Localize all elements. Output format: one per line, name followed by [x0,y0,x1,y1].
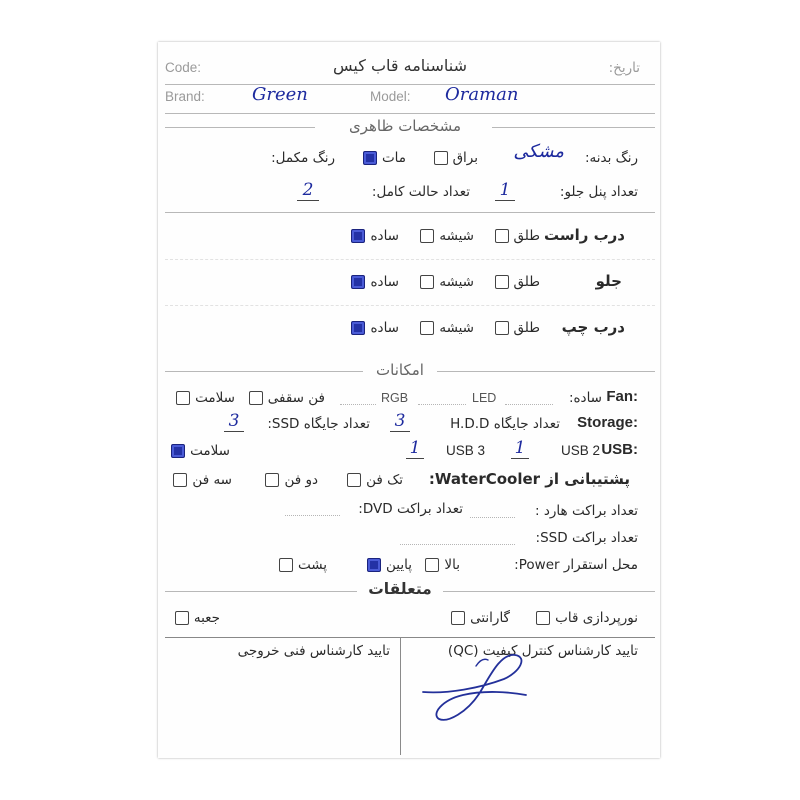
power-location-label: محل استقرار Power: [514,557,638,573]
option-label: گارانتی [470,610,510,626]
section-title-appearance: مشخصات ظاهری [348,117,461,135]
fill-in-dots [470,517,515,518]
fill-in-dots [505,404,553,405]
option-label: شیشه [439,274,474,290]
option-label: سلامت [195,390,235,406]
body-color-value: مشکی [513,141,564,162]
panel-left-door-label: درب چپ [561,318,625,336]
finish-matte-option [363,149,406,167]
section-title-accessories: متعلقات [368,580,432,598]
usb-healthy-option [171,442,230,460]
fan-label: Fan: [606,388,638,405]
panel-left-door-option-plain [351,319,399,337]
panel-right-door-option-film [495,227,540,245]
option-label: طلق [513,274,540,290]
checkbox [451,611,465,625]
checkbox [176,391,190,405]
qc-approval-label: تایید کارشناس کنترل کیفیت (QC) [447,643,638,659]
panel-front-label: جلو [595,272,622,290]
panel-front-option-plain [351,273,399,291]
date-label: تاریخ: [608,60,640,76]
checkbox [351,229,365,243]
option-label: نورپردازی قاب [555,610,638,626]
storage-hdd-label: تعداد جایگاه H.D.D [450,416,560,432]
panel-left-door-option-glass [420,319,474,337]
storage-ssd-label: تعداد جایگاه SSD: [267,416,370,432]
option-label: پشت [297,557,327,573]
panel-right-door-option-glass [420,227,474,245]
section-rule-right [437,371,655,372]
brand-value: Green [252,84,308,105]
finish-glossy-option [434,149,478,167]
fan-ceiling-option [249,389,325,407]
panel-left-door-option-film [495,319,540,337]
front-panel-count-value: 1 [495,180,515,201]
qc-signature [418,648,536,728]
model-value: Oraman [445,84,519,105]
code-label: Code: [165,60,202,75]
option-label: ساده [370,228,399,244]
checkbox [425,558,439,572]
fan-healthy-option [176,389,235,407]
option-label: شیشه [439,228,474,244]
panel-front-option-glass [420,273,474,291]
power-top-option [425,556,460,574]
panel-right-door-option-plain [351,227,399,245]
watercooler-triple-fan-option [173,471,232,489]
option-label: براق [452,150,478,166]
option-label: طلق [513,320,540,336]
front-panel-count-label: تعداد پنل جلو: [559,184,638,200]
note-line [165,259,655,260]
option-label: جعبه [193,610,220,626]
checkbox [420,275,434,289]
option-label: تک فن [366,472,403,488]
checkbox [171,444,185,458]
hdd-bracket-label: تعداد براکت هارد : [535,503,638,519]
brand-label: Brand: [165,89,205,104]
body-color-label: رنگ بدنه: [584,150,638,166]
option-label: ساده [370,320,399,336]
checkbox [434,151,448,165]
note-line [165,305,655,306]
accessory-case-lighting-option [536,609,638,627]
section-title-features: امکانات [376,361,424,379]
watercooler-single-fan-option [347,471,403,489]
checkbox [279,558,293,572]
ssd-bracket-label: تعداد براکت SSD: [535,530,638,546]
accent-color-label: رنگ مکمل: [271,150,335,166]
checkbox [367,558,381,572]
checkbox [536,611,550,625]
divider-line [165,637,655,638]
option-label: سلامت [190,443,230,459]
panel-right-door-label: درب راست [543,226,625,244]
watercooler-dual-fan-option [265,471,318,489]
panel-front-option-film [495,273,540,291]
section-rule-left [165,371,363,372]
fill-in-dots [418,404,466,405]
usb3-label: USB 3 [445,443,485,458]
usb3-value: 1 [406,438,424,459]
fan-simple-label: ساده: [568,390,602,406]
fill-in-dots [400,544,515,545]
full-mode-count-value: 2 [297,180,319,201]
option-label: سه فن [192,472,232,488]
accessory-warranty-option [451,609,510,627]
form-title: شناسنامه قاب کیس [333,56,467,75]
option-label: بالا [444,557,460,573]
checkbox [420,321,434,335]
usb2-label: USB 2 [560,443,600,458]
power-bottom-option [367,556,412,574]
section-rule-right [492,127,655,128]
fill-in-dots [340,404,376,405]
storage-hdd-value: 3 [390,411,410,432]
option-label: پایین [386,557,412,573]
checkbox [175,611,189,625]
checkbox [495,275,509,289]
fan-rgb-label: RGB [381,391,409,405]
checkbox [351,275,365,289]
checkbox [265,473,279,487]
usb2-value: 1 [511,438,529,459]
checkbox [351,321,365,335]
watercooler-label: پشتیبانی از WaterCooler: [428,470,630,488]
option-label: مات [381,150,406,166]
storage-ssd-value: 3 [224,411,244,432]
storage-label: Storage: [577,414,638,431]
option-label: فن سقفی [267,390,325,406]
power-rear-option [279,556,327,574]
option-label: ساده [370,274,399,290]
usb-label: USB: [601,441,638,458]
checkbox [420,229,434,243]
option-label: طلق [513,228,540,244]
section-rule-right [443,591,655,592]
section-rule-left [165,127,315,128]
checkbox [495,229,509,243]
accessory-box-option [175,609,220,627]
divider-line [165,84,655,85]
section-rule-left [165,591,357,592]
model-label: Model: [370,89,411,104]
fan-led-label: LED [472,391,497,405]
divider-line [165,212,655,213]
checkbox [363,151,377,165]
checkbox [173,473,187,487]
technical-approval-label: تایید کارشناس فنی خروجی [237,643,390,659]
fill-in-dots [285,515,340,516]
checkbox [495,321,509,335]
option-label: دو فن [284,472,318,488]
option-label: شیشه [439,320,474,336]
dvd-bracket-label: تعداد براکت DVD: [358,501,463,517]
checkbox [249,391,263,405]
divider-line [165,113,655,114]
full-mode-count-label: تعداد حالت کامل: [371,184,470,200]
signoff-column-divider [400,637,401,755]
checkbox [347,473,361,487]
